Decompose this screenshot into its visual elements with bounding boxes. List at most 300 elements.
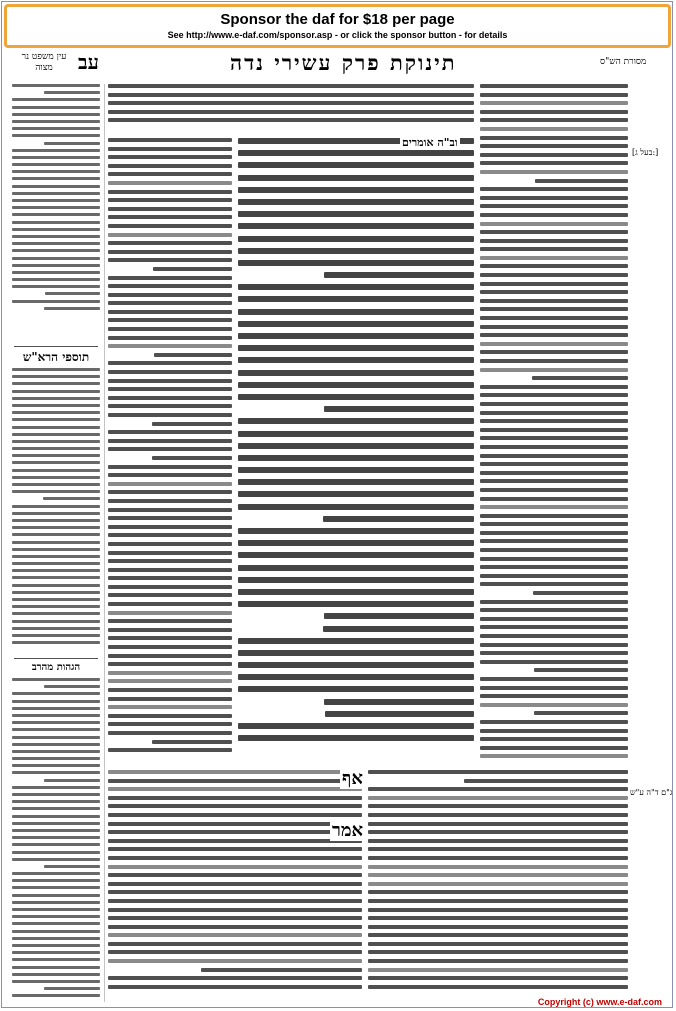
text-line: [12, 591, 100, 594]
text-line: [12, 106, 100, 109]
text-line: [108, 662, 232, 666]
text-line: [464, 779, 628, 783]
text-line: [108, 602, 232, 606]
text-line: [238, 674, 474, 680]
text-line: [12, 555, 100, 558]
tosafot-column: [108, 138, 232, 760]
sponsor-subline[interactable]: See http://www.e-daf.com/sponsor.asp - or click the sponsor button - for details: [167, 30, 508, 40]
text-line: [534, 711, 628, 715]
text-line: [108, 779, 362, 783]
text-line: [108, 344, 232, 348]
text-line: [108, 293, 232, 297]
ein-mishpat-notes: [12, 84, 100, 316]
text-line: [108, 215, 232, 219]
text-line: [108, 636, 232, 640]
text-line: [108, 671, 232, 675]
text-line: [12, 973, 100, 976]
text-line: [12, 447, 100, 450]
text-line: [44, 987, 100, 990]
text-line: [480, 385, 628, 389]
text-line: [480, 239, 628, 243]
text-line: [12, 490, 100, 493]
text-line: [12, 149, 100, 152]
text-line: [12, 221, 100, 224]
text-line: [480, 325, 628, 329]
text-line: [153, 267, 232, 271]
text-line: [480, 720, 628, 724]
text-line: [12, 418, 100, 421]
text-line: [480, 127, 628, 131]
text-line: [108, 628, 232, 632]
text-line: [480, 316, 628, 320]
text-line: [12, 678, 100, 681]
text-line: [108, 370, 232, 374]
text-line: [480, 187, 628, 191]
page-title: תינוקת פרק עשירי נדה: [230, 50, 457, 75]
text-line: [480, 101, 628, 105]
text-line: [238, 662, 474, 668]
text-line: [108, 361, 232, 365]
text-line: [12, 533, 100, 536]
sponsor-banner[interactable]: [4, 4, 671, 48]
text-line: [480, 170, 628, 174]
text-line: [12, 505, 100, 508]
text-line: [108, 318, 232, 322]
text-line: [368, 890, 628, 894]
text-line: [108, 847, 362, 851]
text-line: [368, 865, 628, 869]
text-line: [480, 617, 628, 621]
text-line: [480, 204, 628, 208]
text-line: [108, 839, 362, 843]
text-line: [108, 101, 474, 105]
text-line: [12, 512, 100, 515]
text-line: [480, 557, 628, 561]
text-line: [480, 445, 628, 449]
text-line: [12, 368, 100, 371]
text-line: [44, 685, 100, 688]
text-line: [108, 813, 362, 817]
text-line: [108, 697, 232, 701]
text-line: [480, 359, 628, 363]
text-line: [12, 454, 100, 457]
text-line: [12, 714, 100, 717]
text-line: [108, 645, 232, 649]
text-line: [12, 519, 100, 522]
sidebar-rule: [104, 84, 105, 1002]
text-line: [12, 815, 100, 818]
text-line: [108, 525, 232, 529]
text-line: [480, 264, 628, 268]
text-line: [368, 968, 628, 972]
text-line: [12, 786, 100, 789]
text-line: [368, 908, 628, 912]
text-line: [108, 731, 232, 735]
text-line: [480, 213, 628, 217]
text-line: [238, 382, 474, 388]
text-line: [108, 241, 232, 245]
text-line: [45, 292, 100, 295]
text-line: [108, 679, 232, 683]
text-line: [480, 694, 628, 698]
rashi-bottom-text: [368, 770, 628, 1002]
page-header: [0, 50, 676, 80]
text-line: [12, 634, 100, 637]
text-line: [12, 278, 100, 281]
text-line: [12, 541, 100, 544]
text-line: [368, 933, 628, 937]
text-line: [12, 958, 100, 961]
text-line: [480, 531, 628, 535]
text-line: [238, 284, 474, 290]
text-line: [480, 608, 628, 612]
text-line: [12, 404, 100, 407]
text-line: [108, 585, 232, 589]
text-line: [368, 942, 628, 946]
text-line: [480, 686, 628, 690]
text-line: [12, 944, 100, 947]
text-line: [12, 548, 100, 551]
text-line: [12, 156, 100, 159]
text-line: [532, 376, 628, 380]
text-line: [238, 443, 474, 449]
text-line: [152, 422, 232, 426]
text-line: [108, 147, 232, 151]
text-line: [368, 985, 628, 989]
text-line: [238, 150, 474, 156]
text-line: [12, 612, 100, 615]
text-line: [480, 299, 628, 303]
text-line: [108, 770, 362, 774]
text-line: [154, 353, 232, 357]
text-line: [12, 836, 100, 839]
text-line: [108, 181, 232, 185]
text-line: [12, 228, 100, 231]
text-line: [152, 456, 232, 460]
margin-note-upper: [בעל ג:]: [632, 148, 659, 157]
text-line: [368, 873, 628, 877]
text-line: [108, 916, 362, 920]
text-line: [238, 528, 474, 534]
text-line: [480, 273, 628, 277]
text-line: [108, 327, 232, 331]
text-line: [108, 439, 232, 443]
sponsor-headline[interactable]: Sponsor the daf for $18 per page: [220, 11, 455, 28]
text-line: [108, 822, 362, 826]
text-line: [43, 497, 100, 500]
text-line: [238, 223, 474, 229]
text-line: [108, 413, 232, 417]
text-line: [201, 968, 362, 972]
text-line: [238, 370, 474, 376]
text-line: [108, 925, 362, 929]
text-line: [108, 172, 232, 176]
text-line: [108, 722, 232, 726]
text-line: [238, 394, 474, 400]
text-line: [12, 411, 100, 414]
text-line: [44, 91, 100, 94]
margin-note-lower: ג"ם ד"ה ע"ש: [630, 788, 673, 797]
text-line: [12, 886, 100, 889]
text-line: [238, 187, 474, 193]
tosafot-opening-word-amar: אמר: [332, 820, 364, 841]
text-line: [238, 309, 474, 315]
gemara-opening-words: וב"ה אומרים: [402, 136, 458, 149]
text-line: [44, 142, 100, 145]
text-line: [108, 899, 362, 903]
text-line: [108, 542, 232, 546]
text-line: [12, 98, 100, 101]
text-line: [108, 593, 232, 597]
text-line: [108, 379, 232, 383]
text-line: [480, 436, 628, 440]
text-line: [368, 916, 628, 920]
text-line: [108, 688, 232, 692]
text-line: [238, 199, 474, 205]
daf-number: עב: [78, 50, 99, 74]
text-line: [12, 177, 100, 180]
text-line: [12, 627, 100, 630]
text-line: [108, 110, 474, 114]
text-line: [12, 915, 100, 918]
text-line: [323, 626, 474, 632]
text-line: [480, 643, 628, 647]
text-line: [480, 479, 628, 483]
text-line: [368, 847, 628, 851]
text-line: [480, 118, 628, 122]
text-line: [12, 264, 100, 267]
text-line: [108, 533, 232, 537]
text-line: [108, 714, 232, 718]
text-line: [480, 93, 628, 97]
text-line: [12, 736, 100, 739]
text-line: [12, 134, 100, 137]
text-line: [480, 497, 628, 501]
text-line: [480, 144, 628, 148]
text-line: [12, 576, 100, 579]
text-line: [12, 397, 100, 400]
rashi-column: [480, 84, 628, 764]
text-line: [12, 382, 100, 385]
text-line: [108, 873, 362, 877]
text-line: [480, 161, 628, 165]
text-line: [12, 170, 100, 173]
text-line: [480, 230, 628, 234]
text-line: [108, 404, 232, 408]
text-line: [12, 707, 100, 710]
text-line: [480, 84, 628, 88]
text-line: [480, 196, 628, 200]
text-line: [368, 787, 628, 791]
text-line: [480, 574, 628, 578]
text-line: [480, 419, 628, 423]
text-line: [108, 559, 232, 563]
text-line: [238, 260, 474, 266]
text-line: [12, 461, 100, 464]
text-line: [368, 813, 628, 817]
text-line: [238, 650, 474, 656]
text-line: [108, 611, 232, 615]
text-line: [480, 582, 628, 586]
text-line: [12, 764, 100, 767]
text-line: [480, 350, 628, 354]
text-line: [108, 164, 232, 168]
text-line: [108, 976, 362, 980]
gemara-text: [238, 138, 474, 760]
text-line: [108, 396, 232, 400]
text-line: [480, 282, 628, 286]
text-line: [480, 222, 628, 226]
text-line: [238, 455, 474, 461]
text-line: [480, 307, 628, 311]
text-line: [535, 179, 628, 183]
text-line: [480, 505, 628, 509]
text-line: [238, 565, 474, 571]
text-line: [12, 120, 100, 123]
tosafot-bottom-text: [108, 770, 362, 1002]
text-line: [12, 937, 100, 940]
text-line: [108, 865, 362, 869]
text-line: [108, 258, 232, 262]
text-line: [12, 757, 100, 760]
text-line: [238, 638, 474, 644]
text-line: [12, 750, 100, 753]
text-line: [108, 890, 362, 894]
text-line: [12, 894, 100, 897]
text-line: [480, 514, 628, 518]
text-line: [12, 375, 100, 378]
text-line: [12, 192, 100, 195]
text-line: [238, 735, 474, 741]
text-line: [108, 190, 232, 194]
text-line: [12, 257, 100, 260]
text-line: [368, 950, 628, 954]
text-line: [12, 562, 100, 565]
text-line: [108, 430, 232, 434]
text-line: [480, 290, 628, 294]
tosafot-bottom-block: [108, 770, 362, 1002]
text-line: [480, 393, 628, 397]
text-line: [12, 879, 100, 882]
text-line: [238, 431, 474, 437]
text-line: [108, 118, 474, 122]
text-line: [108, 387, 232, 391]
text-line: [238, 589, 474, 595]
text-line: [12, 285, 100, 288]
text-line: [480, 539, 628, 543]
text-line: [12, 584, 100, 587]
text-line: [108, 830, 362, 834]
text-line: [368, 839, 628, 843]
text-line: [12, 199, 100, 202]
text-line: [108, 959, 362, 963]
text-line: [108, 856, 362, 860]
text-line: [12, 951, 100, 954]
text-line: [108, 499, 232, 503]
text-line: [324, 613, 474, 619]
text-line: [108, 787, 362, 791]
text-line: [108, 516, 232, 520]
text-line: [12, 433, 100, 436]
text-line: [12, 728, 100, 731]
text-line: [108, 950, 362, 954]
text-line: [238, 236, 474, 242]
text-line: [480, 703, 628, 707]
text-line: [108, 508, 232, 512]
ein-mishpat-label: עין משפט נר מצוה: [21, 52, 67, 73]
text-line: [238, 162, 474, 168]
text-line: [480, 368, 628, 372]
text-line: [238, 686, 474, 692]
text-line: [108, 568, 232, 572]
text-line: [480, 565, 628, 569]
text-line: [12, 771, 100, 774]
text-line: [238, 296, 474, 302]
text-line: [480, 634, 628, 638]
text-line: [44, 779, 100, 782]
text-line: [108, 654, 232, 658]
text-line: [108, 705, 232, 709]
text-line: [108, 933, 362, 937]
text-line: [480, 651, 628, 655]
text-line: [12, 980, 100, 983]
text-line: [12, 84, 100, 87]
text-line: [368, 804, 628, 808]
text-line: [12, 807, 100, 810]
gemara-column: [238, 138, 474, 760]
text-line: [108, 233, 232, 237]
text-line: [12, 469, 100, 472]
text-line: [108, 310, 232, 314]
text-line: [12, 851, 100, 854]
text-line: [238, 248, 474, 254]
text-line: [480, 462, 628, 466]
text-line: [12, 440, 100, 443]
text-line: [533, 591, 628, 595]
text-line: [108, 138, 232, 142]
text-line: [480, 153, 628, 157]
text-line: [108, 155, 232, 159]
text-line: [12, 185, 100, 188]
text-line: [108, 284, 232, 288]
sidebar-divider-1: [14, 346, 98, 347]
text-line: [480, 737, 628, 741]
text-line: [480, 333, 628, 337]
hagahot-title: הגהות מהרב: [31, 662, 81, 673]
tosafot-harosh-notes: [12, 368, 100, 650]
text-line: [480, 746, 628, 750]
text-line: [12, 526, 100, 529]
text-line: [12, 930, 100, 933]
text-line: [44, 865, 100, 868]
text-line: [480, 600, 628, 604]
text-line: [12, 163, 100, 166]
text-line: [108, 465, 232, 469]
text-line: [12, 822, 100, 825]
text-line: [108, 985, 362, 989]
tosafot-top-text: [108, 84, 474, 134]
text-line: [108, 224, 232, 228]
text-line: [480, 625, 628, 629]
text-line: [480, 522, 628, 526]
text-line: [324, 272, 474, 278]
text-line: [238, 601, 474, 607]
text-line: [108, 576, 232, 580]
copyright-notice[interactable]: Copyright (c) www.e-daf.com: [537, 997, 662, 1007]
text-line: [12, 908, 100, 911]
text-line: [12, 235, 100, 238]
text-line: [108, 490, 232, 494]
